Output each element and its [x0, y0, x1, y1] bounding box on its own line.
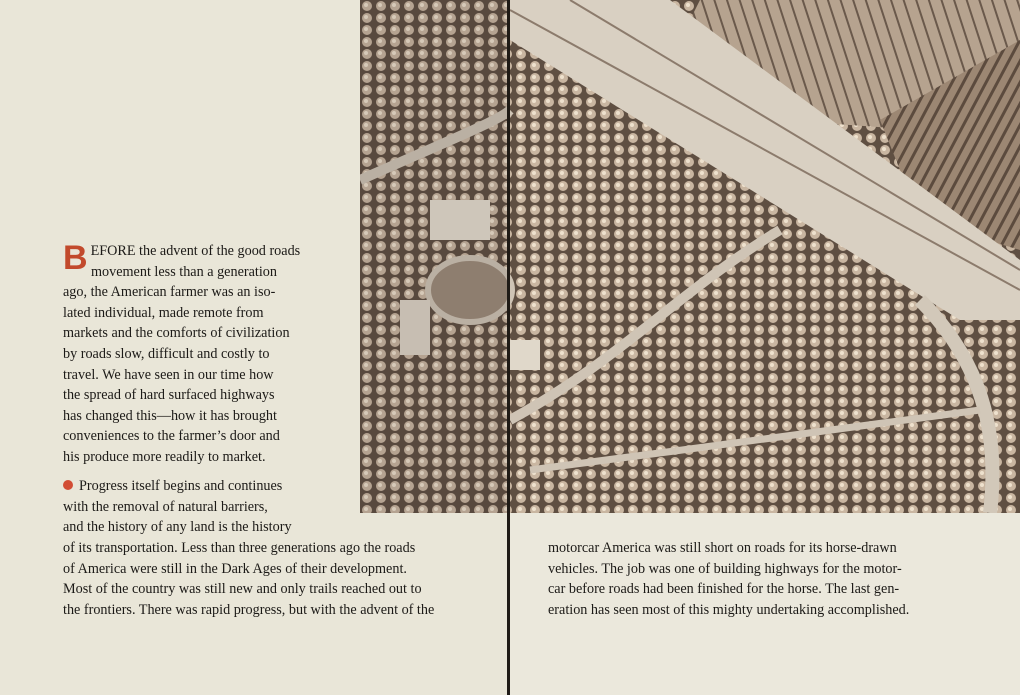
aerial-photo: [360, 0, 1020, 513]
paragraph-1: [63, 241, 319, 468]
text-line: and the history of any land is the history: [63, 519, 292, 536]
text-line: Most of the country was still new and only trails reached out to: [63, 581, 422, 598]
text-line: has changed this—how it has brought: [63, 407, 277, 424]
text-line: car before roads had been finished for the horse. The last gen-: [548, 581, 900, 598]
text-line: ago, the American farmer was an iso-: [63, 284, 276, 301]
text-line: movement less than a generation: [91, 263, 277, 280]
text-line: of its transportation. Less than three generations ago the roads: [63, 540, 416, 556]
text-line: vehicles. The job was one of building highways for the motor-: [548, 560, 902, 577]
text-line: the spread of hard surfaced highways: [63, 387, 275, 404]
text-line: his produce more readily to market.: [63, 448, 266, 465]
text-line-content: Progress itself begins and continues: [79, 478, 283, 494]
text-line: of America were still in the Dark Ages of their development.: [63, 560, 407, 577]
text-line: by roads slow, difficult and costly to: [63, 345, 270, 362]
text-line: lated individual, made remote from: [63, 304, 264, 321]
farm-building: [510, 340, 540, 370]
text-line: [63, 476, 327, 497]
paragraph-3: [63, 538, 469, 620]
drop-cap: B: [63, 239, 88, 277]
text-line: EFORE the advent of the good roads: [90, 243, 301, 259]
paragraph-4: [548, 538, 950, 620]
text-line: conveniences to the farmer’s door and: [63, 428, 280, 445]
text-line: travel. We have seen in our time how: [63, 366, 274, 383]
text-line: with the removal of natural barriers,: [63, 498, 268, 515]
aerial-farm-highway-illustration: [360, 0, 1020, 513]
text-line: eration has seen most of this mighty undertaking accomplished.: [548, 601, 910, 618]
text-line: markets and the comforts of civilization: [63, 325, 290, 342]
paragraph-2: [63, 476, 327, 538]
bullet-icon: [63, 480, 73, 490]
book-gutter: [507, 0, 510, 695]
photo-shadow: [360, 0, 510, 513]
text-line: motorcar America was still short on roads for its horse-drawn: [548, 540, 897, 556]
text-line: the frontiers. There was rapid progress, but with the advent of the: [63, 601, 435, 618]
